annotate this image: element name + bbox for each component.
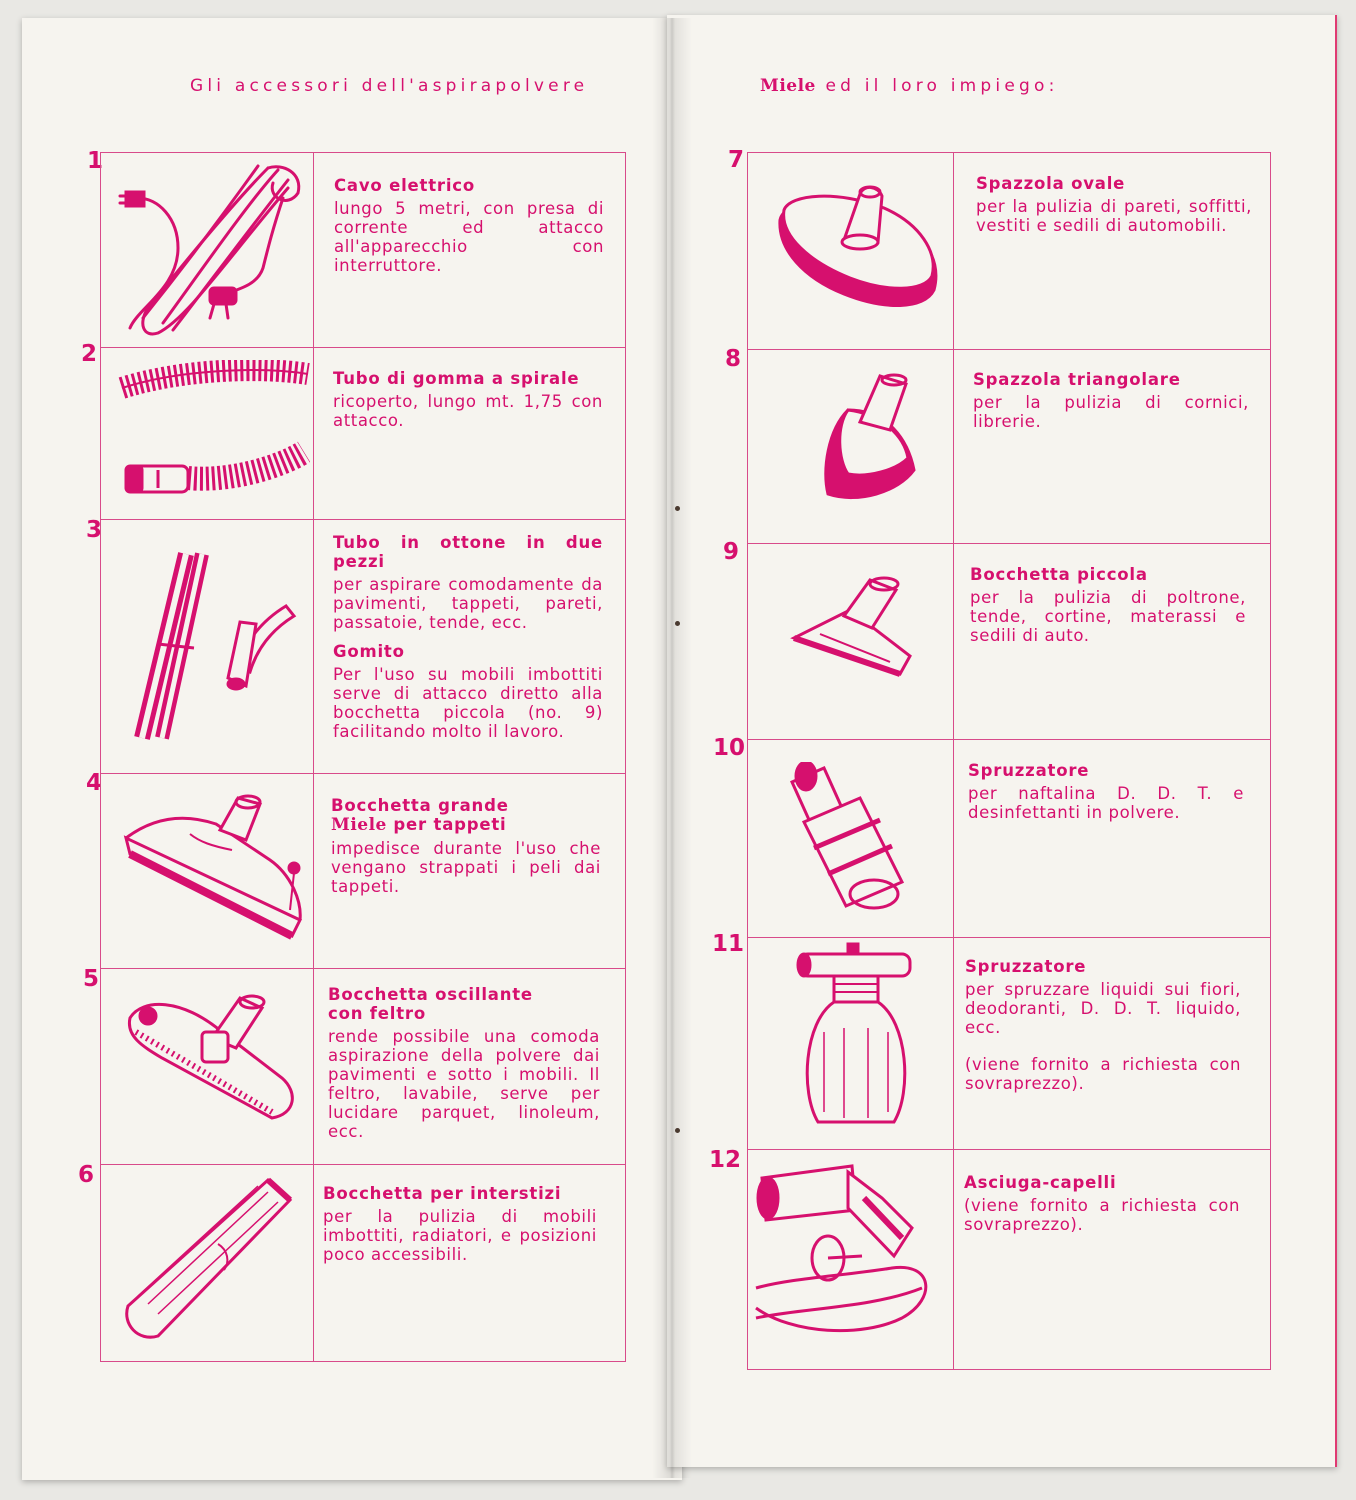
item-6-text <box>323 1184 597 1264</box>
brand-logo: Miele <box>760 76 816 96</box>
row-divider <box>748 1149 1270 1150</box>
item-description: rende possibile una comoda aspirazione della polvere dai pavimenti e sotto i mobili. Il feltro, lavabile, serve per lucidare parquet, linoleum, ecc. <box>328 1027 600 1141</box>
hair-dryer-icon <box>752 1158 938 1342</box>
item-subtitle: Gomito <box>333 642 405 661</box>
oval-brush-icon <box>774 180 944 328</box>
item-description: impedisce durante l'uso che vengano strappati i peli dai tappeti. <box>331 839 601 896</box>
heading-right <box>760 76 1059 96</box>
triangular-brush-icon <box>818 370 918 504</box>
row-divider <box>101 347 625 348</box>
item-description: lungo 5 metri, con presa di corrente ed attacco all'apparecchio con interruttore. <box>334 199 604 275</box>
item-description: per la pulizia di cornici, librerie. <box>973 393 1249 431</box>
item-1-text <box>334 176 604 275</box>
row-divider <box>748 349 1270 350</box>
row-divider <box>101 1164 625 1165</box>
item-11-text <box>965 957 1241 1093</box>
item-title: Spazzola triangolare <box>973 370 1181 389</box>
item-7-text <box>976 174 1252 235</box>
staple-hole <box>675 1128 680 1133</box>
column-divider <box>313 153 314 1361</box>
item-description-2: (viene fornito a richiesta con sovraprezzo). <box>965 1055 1241 1093</box>
item-12-text <box>964 1173 1240 1234</box>
item-number: 2 <box>81 341 98 367</box>
heading-right-text: ed il loro impiego: <box>825 76 1059 96</box>
item-title: Spruzzatore <box>968 761 1090 780</box>
row-divider <box>101 773 625 774</box>
item-title: Bocchetta per interstizi <box>323 1184 562 1203</box>
item-number: 8 <box>725 346 742 372</box>
brass-tube-icon <box>128 548 308 744</box>
item-description-2: Per l'uso su mobili imbottiti serve di attacco diretto alla bocchetta piccola (no. 9) facilitando molto il lavoro. <box>333 665 603 741</box>
item-description: per la pulizia di mobili imbottiti, radiatori, e posizioni poco accessibili. <box>323 1207 597 1264</box>
item-number: 12 <box>709 1147 742 1173</box>
liquid-sprayer-icon <box>794 942 920 1132</box>
item-title: Asciuga-capelli <box>964 1173 1117 1192</box>
row-divider <box>101 968 625 969</box>
item-title: Bocchetta piccola <box>970 565 1148 584</box>
column-divider <box>953 153 954 1369</box>
spiral-hose-icon <box>118 360 310 504</box>
oscillating-nozzle-icon <box>122 988 300 1136</box>
item-title-rest: per tappeti <box>393 815 507 834</box>
item-description: per spruzzare liquidi sui fiori, deodoranti, D. D. T. liquido, ecc. <box>965 980 1241 1037</box>
item-number: 1 <box>87 148 104 174</box>
item-description: per naftalina D. D. T. e desinfettanti in polvere. <box>968 784 1244 822</box>
item-title: Spazzola ovale <box>976 174 1126 193</box>
crevice-nozzle-icon <box>118 1174 298 1342</box>
item-9-text <box>970 565 1246 645</box>
row-divider <box>748 543 1270 544</box>
power-cord-icon <box>118 158 308 344</box>
item-10-text <box>968 761 1244 822</box>
item-number: 7 <box>728 147 745 173</box>
row-divider <box>748 739 1270 740</box>
carpet-nozzle-icon <box>120 790 310 944</box>
item-4-text <box>331 796 601 896</box>
row-divider <box>748 937 1270 938</box>
item-title: Tubo di gomma a spirale <box>333 369 580 388</box>
item-number: 5 <box>83 966 100 992</box>
item-5-text <box>328 985 600 1141</box>
item-description: per la pulizia di poltrone, tende, cortine, materassi e sedili di auto. <box>970 588 1246 645</box>
staple-hole <box>675 506 680 511</box>
item-title: Bocchetta grande <box>331 796 509 815</box>
item-title: Bocchetta oscillante <box>328 985 533 1004</box>
item-3-text <box>333 533 603 741</box>
staple-hole <box>675 621 680 626</box>
item-description: per aspirare comodamente da pavimenti, tappeti, pareti, passatoie, tende, ecc. <box>333 575 603 632</box>
item-title: Spruzzatore <box>965 957 1087 976</box>
item-number: 6 <box>78 1162 95 1188</box>
item-title: Tubo in ottone in due pezzi <box>333 533 603 571</box>
powder-sprayer-icon <box>784 762 916 910</box>
item-number: 9 <box>723 539 740 565</box>
item-description: per la pulizia di pareti, soffitti, vestiti e sedili di automobili. <box>976 197 1252 235</box>
item-number: 11 <box>712 931 745 957</box>
row-divider <box>101 519 625 520</box>
small-nozzle-icon <box>790 570 920 682</box>
item-title: Cavo elettrico <box>334 176 476 195</box>
item-2-text <box>333 369 603 430</box>
item-title-line2 <box>331 815 601 835</box>
binding-gutter <box>652 18 692 1478</box>
item-8-text <box>973 370 1249 431</box>
item-number: 10 <box>713 735 746 761</box>
brand-logo: Miele <box>331 815 387 835</box>
heading-left: Gli accessori dell'aspirapolvere <box>190 76 589 96</box>
item-title-line2: con feltro <box>328 1004 426 1023</box>
item-description: (viene fornito a richiesta con sovraprezzo). <box>964 1196 1240 1234</box>
item-number: 3 <box>86 517 103 543</box>
item-number: 4 <box>86 770 103 796</box>
item-description: ricoperto, lungo mt. 1,75 con attacco. <box>333 392 603 430</box>
